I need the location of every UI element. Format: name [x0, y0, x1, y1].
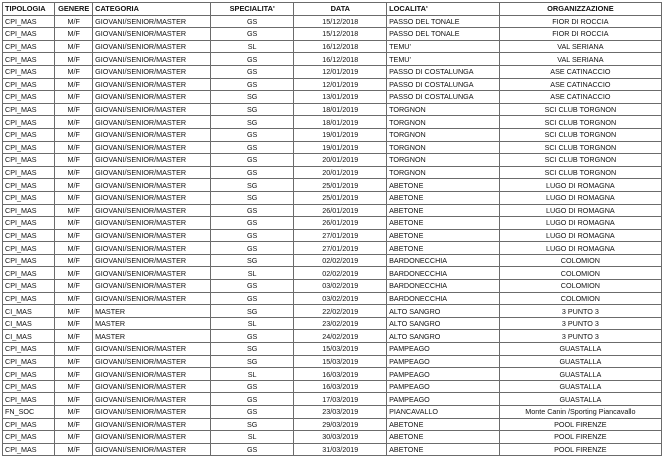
cell-categoria: GIOVANI/SENIOR/MASTER: [93, 380, 211, 393]
cell-categoria: GIOVANI/SENIOR/MASTER: [93, 393, 211, 406]
cell-tipologia: CI_MAS: [3, 317, 55, 330]
cell-localita: PASSO DI COSTALUNGA: [387, 65, 500, 78]
cell-tipologia: CPI_MAS: [3, 65, 55, 78]
cell-genere: M/F: [55, 343, 93, 356]
cell-genere: M/F: [55, 78, 93, 91]
cell-categoria: GIOVANI/SENIOR/MASTER: [93, 355, 211, 368]
cell-localita: TORGNON: [387, 116, 500, 129]
cell-categoria: GIOVANI/SENIOR/MASTER: [93, 28, 211, 41]
cell-tipologia: CPI_MAS: [3, 393, 55, 406]
cell-genere: M/F: [55, 40, 93, 53]
header-specialita: SPECIALITA': [210, 3, 294, 16]
cell-data: 23/03/2019: [294, 406, 387, 419]
cell-genere: M/F: [55, 443, 93, 456]
cell-localita: ABETONE: [387, 431, 500, 444]
cell-categoria: GIOVANI/SENIOR/MASTER: [93, 103, 211, 116]
cell-specialita: GS: [210, 166, 294, 179]
cell-data: 27/01/2019: [294, 242, 387, 255]
cell-genere: M/F: [55, 242, 93, 255]
table-row: [3, 254, 662, 267]
table-row: [3, 418, 662, 431]
header-row: [3, 3, 662, 16]
cell-categoria: GIOVANI/SENIOR/MASTER: [93, 53, 211, 66]
cell-genere: M/F: [55, 166, 93, 179]
cell-organizzazione: POOL FIRENZE: [499, 443, 661, 456]
cell-tipologia: CPI_MAS: [3, 443, 55, 456]
cell-genere: M/F: [55, 267, 93, 280]
cell-specialita: SG: [210, 254, 294, 267]
header-data: DATA: [294, 3, 387, 16]
cell-data: 15/03/2019: [294, 343, 387, 356]
table-row: [3, 191, 662, 204]
cell-organizzazione: 3 PUNTO 3: [499, 330, 661, 343]
cell-data: 02/02/2019: [294, 267, 387, 280]
table-row: [3, 242, 662, 255]
cell-specialita: SG: [210, 191, 294, 204]
cell-specialita: GS: [210, 28, 294, 41]
table-row: [3, 128, 662, 141]
cell-categoria: GIOVANI/SENIOR/MASTER: [93, 116, 211, 129]
cell-tipologia: CPI_MAS: [3, 154, 55, 167]
cell-localita: TORGNON: [387, 166, 500, 179]
cell-tipologia: CPI_MAS: [3, 254, 55, 267]
cell-localita: PASSO DEL TONALE: [387, 28, 500, 41]
cell-specialita: SG: [210, 418, 294, 431]
table-row: [3, 406, 662, 419]
cell-organizzazione: LUGO DI ROMAGNA: [499, 242, 661, 255]
cell-categoria: GIOVANI/SENIOR/MASTER: [93, 179, 211, 192]
cell-tipologia: CPI_MAS: [3, 141, 55, 154]
cell-genere: M/F: [55, 355, 93, 368]
cell-localita: BARDONECCHIA: [387, 267, 500, 280]
table-row: [3, 305, 662, 318]
cell-localita: ALTO SANGRO: [387, 330, 500, 343]
cell-categoria: GIOVANI/SENIOR/MASTER: [93, 418, 211, 431]
cell-organizzazione: 3 PUNTO 3: [499, 317, 661, 330]
cell-data: 03/02/2019: [294, 292, 387, 305]
cell-data: 23/02/2019: [294, 317, 387, 330]
cell-data: 16/12/2018: [294, 40, 387, 53]
cell-organizzazione: GUASTALLA: [499, 368, 661, 381]
table-row: [3, 217, 662, 230]
cell-specialita: GS: [210, 393, 294, 406]
cell-localita: PAMPEAGO: [387, 393, 500, 406]
cell-tipologia: CPI_MAS: [3, 128, 55, 141]
cell-localita: ABETONE: [387, 191, 500, 204]
cell-genere: M/F: [55, 191, 93, 204]
cell-tipologia: CI_MAS: [3, 330, 55, 343]
cell-localita: PAMPEAGO: [387, 355, 500, 368]
cell-tipologia: CPI_MAS: [3, 217, 55, 230]
cell-tipologia: CPI_MAS: [3, 229, 55, 242]
cell-specialita: GS: [210, 406, 294, 419]
cell-categoria: GIOVANI/SENIOR/MASTER: [93, 40, 211, 53]
cell-data: 22/02/2019: [294, 305, 387, 318]
cell-genere: M/F: [55, 380, 93, 393]
cell-organizzazione: 3 PUNTO 3: [499, 305, 661, 318]
cell-genere: M/F: [55, 179, 93, 192]
cell-specialita: SG: [210, 305, 294, 318]
race-calendar-table: [2, 2, 662, 456]
cell-localita: TORGNON: [387, 128, 500, 141]
cell-specialita: GS: [210, 154, 294, 167]
cell-organizzazione: POOL FIRENZE: [499, 418, 661, 431]
cell-categoria: GIOVANI/SENIOR/MASTER: [93, 431, 211, 444]
cell-categoria: GIOVANI/SENIOR/MASTER: [93, 65, 211, 78]
cell-specialita: GS: [210, 330, 294, 343]
cell-tipologia: CPI_MAS: [3, 355, 55, 368]
cell-data: 03/02/2019: [294, 280, 387, 293]
cell-localita: ABETONE: [387, 443, 500, 456]
cell-genere: M/F: [55, 103, 93, 116]
cell-tipologia: CPI_MAS: [3, 280, 55, 293]
cell-categoria: GIOVANI/SENIOR/MASTER: [93, 406, 211, 419]
cell-specialita: SG: [210, 91, 294, 104]
cell-localita: ABETONE: [387, 217, 500, 230]
cell-tipologia: CPI_MAS: [3, 380, 55, 393]
cell-genere: M/F: [55, 229, 93, 242]
cell-data: 29/03/2019: [294, 418, 387, 431]
cell-data: 18/01/2019: [294, 116, 387, 129]
cell-data: 15/03/2019: [294, 355, 387, 368]
cell-data: 17/03/2019: [294, 393, 387, 406]
cell-data: 24/02/2019: [294, 330, 387, 343]
cell-tipologia: CPI_MAS: [3, 431, 55, 444]
cell-genere: M/F: [55, 418, 93, 431]
cell-data: 02/02/2019: [294, 254, 387, 267]
cell-tipologia: CPI_MAS: [3, 179, 55, 192]
cell-data: 15/12/2018: [294, 28, 387, 41]
cell-organizzazione: FIOR DI ROCCIA: [499, 28, 661, 41]
table-row: [3, 368, 662, 381]
cell-categoria: GIOVANI/SENIOR/MASTER: [93, 154, 211, 167]
header-tipologia: TIPOLOGIA: [3, 3, 55, 16]
cell-organizzazione: ASE CATINACCIO: [499, 65, 661, 78]
cell-genere: M/F: [55, 368, 93, 381]
cell-organizzazione: LUGO DI ROMAGNA: [499, 217, 661, 230]
cell-localita: ABETONE: [387, 242, 500, 255]
table-row: [3, 15, 662, 28]
cell-organizzazione: SCI CLUB TORGNON: [499, 103, 661, 116]
cell-data: 16/03/2019: [294, 368, 387, 381]
cell-categoria: GIOVANI/SENIOR/MASTER: [93, 15, 211, 28]
cell-specialita: GS: [210, 229, 294, 242]
cell-tipologia: CPI_MAS: [3, 292, 55, 305]
cell-organizzazione: GUASTALLA: [499, 343, 661, 356]
cell-specialita: GS: [210, 15, 294, 28]
cell-genere: M/F: [55, 15, 93, 28]
cell-tipologia: CPI_MAS: [3, 53, 55, 66]
cell-localita: PASSO DI COSTALUNGA: [387, 91, 500, 104]
cell-categoria: GIOVANI/SENIOR/MASTER: [93, 242, 211, 255]
cell-data: 12/01/2019: [294, 65, 387, 78]
cell-specialita: SL: [210, 431, 294, 444]
table-row: [3, 166, 662, 179]
cell-tipologia: CPI_MAS: [3, 28, 55, 41]
cell-tipologia: CPI_MAS: [3, 191, 55, 204]
table-row: [3, 317, 662, 330]
cell-categoria: GIOVANI/SENIOR/MASTER: [93, 166, 211, 179]
cell-organizzazione: ASE CATINACCIO: [499, 91, 661, 104]
cell-organizzazione: LUGO DI ROMAGNA: [499, 204, 661, 217]
cell-localita: PASSO DEL TONALE: [387, 15, 500, 28]
cell-data: 26/01/2019: [294, 217, 387, 230]
cell-tipologia: CPI_MAS: [3, 242, 55, 255]
cell-genere: M/F: [55, 28, 93, 41]
cell-data: 16/12/2018: [294, 53, 387, 66]
cell-specialita: GS: [210, 280, 294, 293]
cell-organizzazione: FIOR DI ROCCIA: [499, 15, 661, 28]
cell-categoria: GIOVANI/SENIOR/MASTER: [93, 91, 211, 104]
cell-categoria: GIOVANI/SENIOR/MASTER: [93, 368, 211, 381]
table-row: [3, 204, 662, 217]
cell-organizzazione: GUASTALLA: [499, 355, 661, 368]
cell-localita: PAMPEAGO: [387, 343, 500, 356]
cell-localita: BARDONECCHIA: [387, 254, 500, 267]
cell-tipologia: CPI_MAS: [3, 368, 55, 381]
cell-localita: ABETONE: [387, 204, 500, 217]
cell-genere: M/F: [55, 330, 93, 343]
cell-localita: ABETONE: [387, 179, 500, 192]
table-row: [3, 280, 662, 293]
cell-localita: TORGNON: [387, 154, 500, 167]
cell-data: 31/03/2019: [294, 443, 387, 456]
cell-genere: M/F: [55, 406, 93, 419]
cell-categoria: GIOVANI/SENIOR/MASTER: [93, 128, 211, 141]
cell-genere: M/F: [55, 65, 93, 78]
table-row: [3, 393, 662, 406]
cell-specialita: SG: [210, 179, 294, 192]
cell-categoria: MASTER: [93, 317, 211, 330]
cell-tipologia: CPI_MAS: [3, 418, 55, 431]
cell-specialita: SG: [210, 103, 294, 116]
table-row: [3, 343, 662, 356]
cell-organizzazione: COLOMION: [499, 280, 661, 293]
cell-specialita: GS: [210, 242, 294, 255]
cell-localita: PASSO DI COSTALUNGA: [387, 78, 500, 91]
cell-specialita: GS: [210, 204, 294, 217]
header-categoria: CATEGORIA: [93, 3, 211, 16]
cell-data: 25/01/2019: [294, 179, 387, 192]
table-row: [3, 65, 662, 78]
cell-tipologia: CPI_MAS: [3, 40, 55, 53]
cell-specialita: GS: [210, 65, 294, 78]
cell-localita: BARDONECCHIA: [387, 292, 500, 305]
table-row: [3, 53, 662, 66]
cell-tipologia: CPI_MAS: [3, 78, 55, 91]
cell-organizzazione: COLOMION: [499, 254, 661, 267]
cell-data: 19/01/2019: [294, 128, 387, 141]
cell-categoria: GIOVANI/SENIOR/MASTER: [93, 254, 211, 267]
cell-tipologia: CI_MAS: [3, 305, 55, 318]
header-localita: LOCALITA': [387, 3, 500, 16]
cell-data: 30/03/2019: [294, 431, 387, 444]
cell-tipologia: CPI_MAS: [3, 204, 55, 217]
header-genere: GENERE: [55, 3, 93, 16]
cell-genere: M/F: [55, 141, 93, 154]
table-row: [3, 330, 662, 343]
cell-specialita: SL: [210, 317, 294, 330]
cell-genere: M/F: [55, 280, 93, 293]
cell-organizzazione: GUASTALLA: [499, 380, 661, 393]
cell-categoria: GIOVANI/SENIOR/MASTER: [93, 191, 211, 204]
cell-localita: TEMU': [387, 40, 500, 53]
cell-organizzazione: SCI CLUB TORGNON: [499, 141, 661, 154]
cell-specialita: SG: [210, 355, 294, 368]
cell-organizzazione: SCI CLUB TORGNON: [499, 154, 661, 167]
cell-data: 19/01/2019: [294, 141, 387, 154]
cell-genere: M/F: [55, 317, 93, 330]
header-organizzazione: ORGANIZZAZIONE: [499, 3, 661, 16]
table-row: [3, 380, 662, 393]
table-row: [3, 141, 662, 154]
cell-genere: M/F: [55, 91, 93, 104]
table-row: [3, 292, 662, 305]
cell-genere: M/F: [55, 254, 93, 267]
cell-categoria: GIOVANI/SENIOR/MASTER: [93, 229, 211, 242]
cell-categoria: GIOVANI/SENIOR/MASTER: [93, 78, 211, 91]
cell-tipologia: FN_SOC: [3, 406, 55, 419]
cell-organizzazione: SCI CLUB TORGNON: [499, 116, 661, 129]
cell-localita: ALTO SANGRO: [387, 317, 500, 330]
cell-data: 27/01/2019: [294, 229, 387, 242]
cell-categoria: GIOVANI/SENIOR/MASTER: [93, 204, 211, 217]
cell-organizzazione: COLOMION: [499, 292, 661, 305]
cell-tipologia: CPI_MAS: [3, 343, 55, 356]
cell-data: 16/03/2019: [294, 380, 387, 393]
cell-organizzazione: LUGO DI ROMAGNA: [499, 179, 661, 192]
cell-localita: ALTO SANGRO: [387, 305, 500, 318]
cell-specialita: GS: [210, 217, 294, 230]
cell-genere: M/F: [55, 204, 93, 217]
cell-genere: M/F: [55, 154, 93, 167]
cell-organizzazione: SCI CLUB TORGNON: [499, 166, 661, 179]
cell-localita: TORGNON: [387, 103, 500, 116]
cell-genere: M/F: [55, 431, 93, 444]
cell-organizzazione: SCI CLUB TORGNON: [499, 128, 661, 141]
cell-localita: BARDONECCHIA: [387, 280, 500, 293]
table-row: [3, 40, 662, 53]
cell-genere: M/F: [55, 53, 93, 66]
cell-localita: PAMPEAGO: [387, 380, 500, 393]
cell-genere: M/F: [55, 217, 93, 230]
table-row: [3, 179, 662, 192]
cell-organizzazione: LUGO DI ROMAGNA: [499, 229, 661, 242]
cell-data: 20/01/2019: [294, 154, 387, 167]
cell-tipologia: CPI_MAS: [3, 103, 55, 116]
cell-tipologia: CPI_MAS: [3, 267, 55, 280]
cell-organizzazione: Monte Canin /Sporting Piancavallo: [499, 406, 661, 419]
cell-specialita: GS: [210, 78, 294, 91]
cell-specialita: GS: [210, 380, 294, 393]
cell-categoria: MASTER: [93, 305, 211, 318]
cell-specialita: GS: [210, 141, 294, 154]
cell-tipologia: CPI_MAS: [3, 91, 55, 104]
cell-genere: M/F: [55, 305, 93, 318]
cell-genere: M/F: [55, 393, 93, 406]
cell-data: 18/01/2019: [294, 103, 387, 116]
cell-localita: TEMU': [387, 53, 500, 66]
cell-organizzazione: COLOMION: [499, 267, 661, 280]
cell-data: 12/01/2019: [294, 78, 387, 91]
table-row: [3, 355, 662, 368]
table-row: [3, 103, 662, 116]
table-row: [3, 91, 662, 104]
cell-localita: PAMPEAGO: [387, 368, 500, 381]
cell-categoria: GIOVANI/SENIOR/MASTER: [93, 280, 211, 293]
cell-specialita: GS: [210, 292, 294, 305]
cell-data: 26/01/2019: [294, 204, 387, 217]
cell-categoria: GIOVANI/SENIOR/MASTER: [93, 267, 211, 280]
cell-organizzazione: ASE CATINACCIO: [499, 78, 661, 91]
cell-categoria: GIOVANI/SENIOR/MASTER: [93, 443, 211, 456]
cell-categoria: MASTER: [93, 330, 211, 343]
cell-organizzazione: VAL SERIANA: [499, 40, 661, 53]
cell-data: 13/01/2019: [294, 91, 387, 104]
cell-genere: M/F: [55, 116, 93, 129]
cell-localita: ABETONE: [387, 418, 500, 431]
cell-tipologia: CPI_MAS: [3, 116, 55, 129]
cell-specialita: GS: [210, 128, 294, 141]
table-row: [3, 116, 662, 129]
cell-genere: M/F: [55, 128, 93, 141]
cell-organizzazione: VAL SERIANA: [499, 53, 661, 66]
cell-categoria: GIOVANI/SENIOR/MASTER: [93, 217, 211, 230]
cell-data: 15/12/2018: [294, 15, 387, 28]
cell-specialita: SL: [210, 40, 294, 53]
cell-organizzazione: LUGO DI ROMAGNA: [499, 191, 661, 204]
cell-specialita: GS: [210, 53, 294, 66]
cell-localita: TORGNON: [387, 141, 500, 154]
cell-tipologia: CPI_MAS: [3, 166, 55, 179]
cell-organizzazione: POOL FIRENZE: [499, 431, 661, 444]
table-row: [3, 28, 662, 41]
cell-specialita: SL: [210, 368, 294, 381]
cell-genere: M/F: [55, 292, 93, 305]
cell-organizzazione: GUASTALLA: [499, 393, 661, 406]
cell-categoria: GIOVANI/SENIOR/MASTER: [93, 292, 211, 305]
cell-localita: ABETONE: [387, 229, 500, 242]
cell-specialita: SL: [210, 267, 294, 280]
table-row: [3, 229, 662, 242]
cell-categoria: GIOVANI/SENIOR/MASTER: [93, 343, 211, 356]
table-row: [3, 154, 662, 167]
cell-tipologia: CPI_MAS: [3, 15, 55, 28]
cell-categoria: GIOVANI/SENIOR/MASTER: [93, 141, 211, 154]
table-row: [3, 431, 662, 444]
table-row: [3, 267, 662, 280]
table-row: [3, 78, 662, 91]
cell-data: 25/01/2019: [294, 191, 387, 204]
cell-data: 20/01/2019: [294, 166, 387, 179]
cell-localita: PIANCAVALLO: [387, 406, 500, 419]
cell-specialita: SG: [210, 343, 294, 356]
cell-specialita: SG: [210, 116, 294, 129]
cell-specialita: GS: [210, 443, 294, 456]
